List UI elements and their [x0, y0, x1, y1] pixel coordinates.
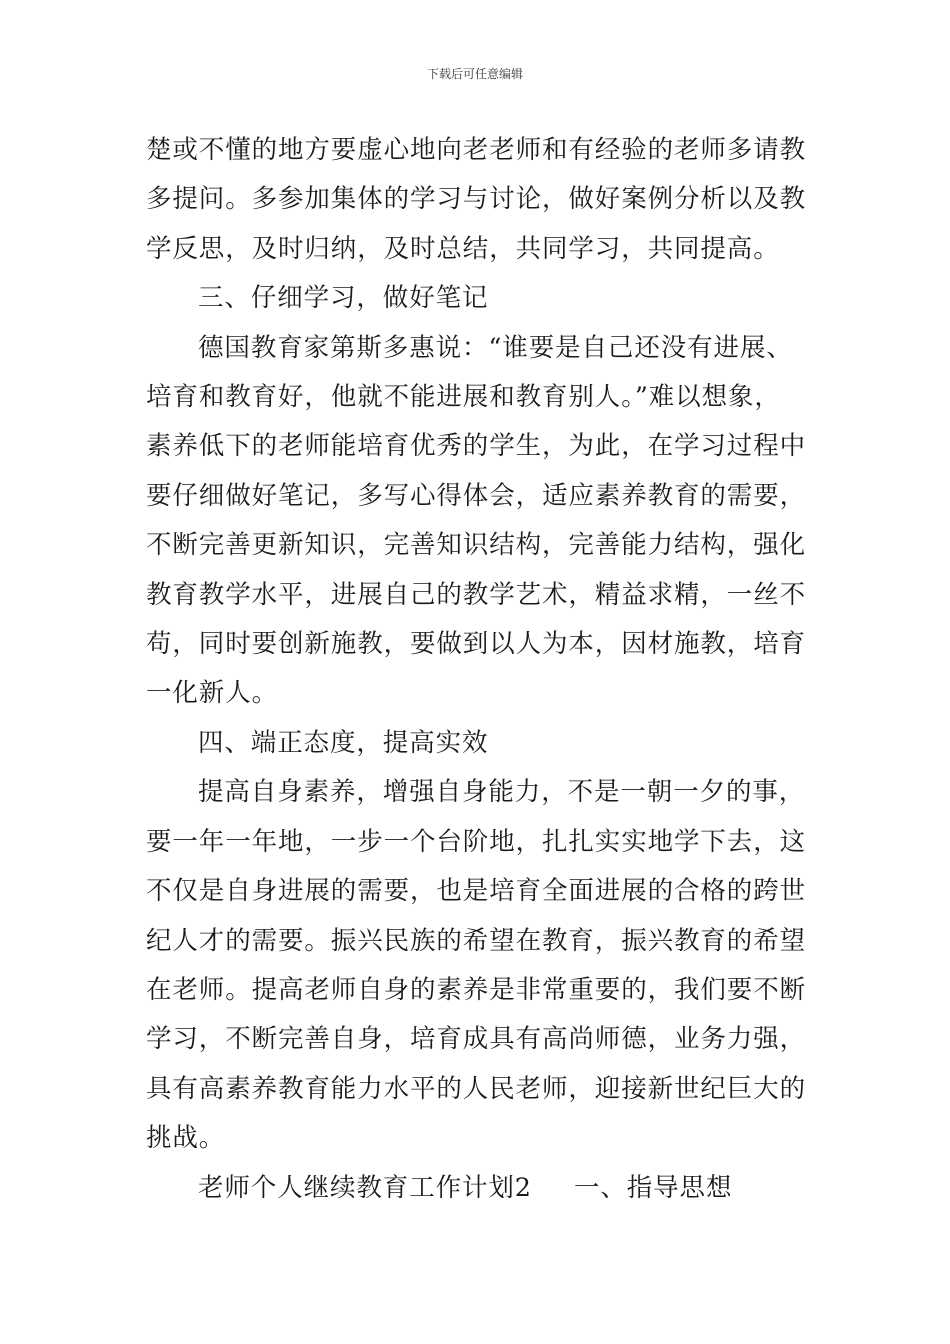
- text-line: 提高自身素养，增强自身能力，不是一朝一夕的事，: [198, 777, 806, 808]
- text-line: 培育和教育好，他就不能进展和教育别人。”难以想象，: [146, 382, 781, 413]
- page-header: 下载后可任意编辑: [426, 67, 523, 81]
- text-line: 要一年一年地，一步一个台阶地，扎扎实实地学下去，这: [146, 826, 807, 857]
- text-line: 教育教学水平，进展自己的教学艺术，精益求精，一丝不: [146, 579, 807, 610]
- heading-text: 四、端正态度，提高实效: [198, 727, 489, 758]
- section-heading-3: [146, 274, 812, 323]
- document-title: 老师个人继续教育工作计划2: [198, 1172, 532, 1203]
- text-line: 在老师。提高老师自身的素养是非常重要的，我们要不断: [146, 974, 807, 1005]
- title-line: [146, 1164, 812, 1213]
- text-line: 学习，不断完善自身，培育成具有高尚师德，业务力强，: [146, 1024, 807, 1055]
- section-heading-4: [146, 719, 812, 768]
- text-line: 挑战。: [146, 1123, 226, 1154]
- document-body: [146, 126, 812, 1213]
- text-line: 多提问。多参加集体的学习与讨论，做好案例分析以及教: [146, 184, 807, 215]
- text-line: 不仅是自身进展的需要，也是培育全面进展的合格的跨世: [146, 876, 807, 907]
- paragraph-continuation: [146, 126, 812, 274]
- text-line: 不断完善更新知识，完善知识结构，完善能力结构，强化: [146, 530, 807, 561]
- text-line: 一化新人。: [146, 678, 279, 709]
- text-line: 学反思，及时归纳，及时总结，共同学习，共同提高。: [146, 233, 780, 264]
- text-line: 苟，同时要创新施教，要做到以人为本，因材施教，培育: [146, 629, 807, 660]
- heading-text: 三、仔细学习，做好笔记: [198, 283, 489, 314]
- section-heading-1: 一、指导思想: [573, 1172, 733, 1203]
- text-line: 素养低下的老师能培育优秀的学生，为此，在学习过程中: [146, 431, 807, 462]
- text-line: 楚或不懂的地方要虚心地向老老师和有经验的老师多请教: [146, 135, 807, 165]
- text-line: 要仔细做好笔记，多写心得体会，适应素养教育的需要，: [146, 480, 807, 511]
- paragraph-attitude: [146, 768, 812, 1163]
- text-line: 德国教育家第斯多惠说：“谁要是自己还没有进展、: [198, 332, 793, 363]
- text-line: 纪人才的需要。振兴民族的希望在教育，振兴教育的希望: [146, 925, 807, 956]
- next-document-title-line: [146, 1164, 812, 1213]
- text-line: 具有高素养教育能力水平的人民老师，迎接新世纪巨大的: [146, 1073, 807, 1104]
- paragraph-quote: [146, 324, 812, 719]
